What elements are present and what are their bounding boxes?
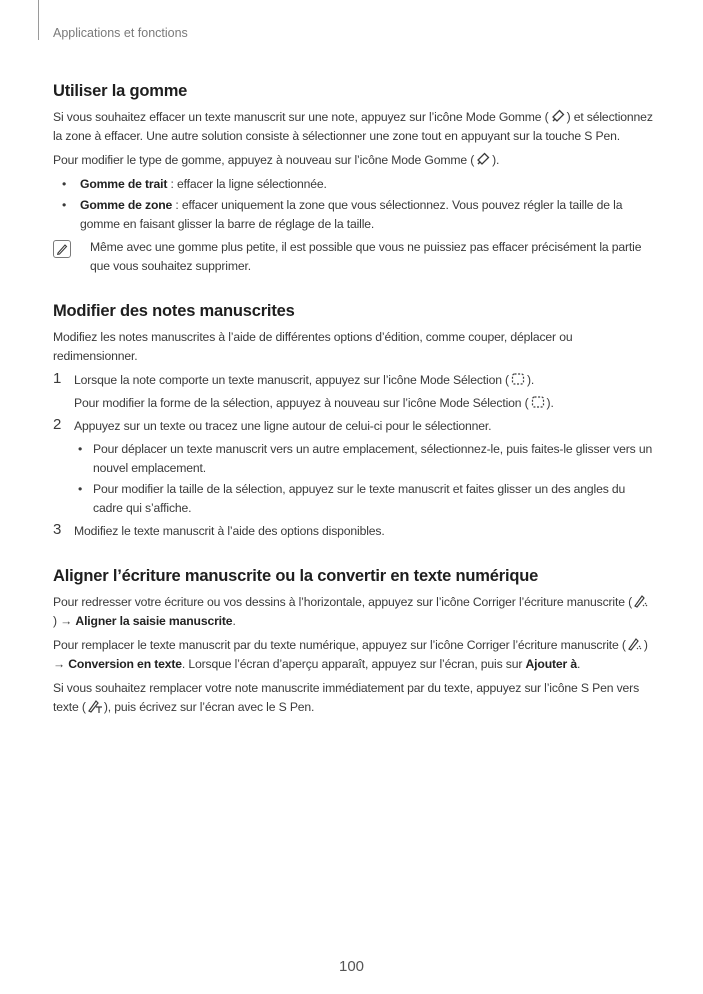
page-content bbox=[53, 82, 653, 722]
text-fragment: ) → bbox=[53, 614, 76, 628]
menu-option-align: Aligner la saisie manuscrite bbox=[75, 614, 233, 628]
note-box bbox=[53, 238, 653, 276]
text-fragment: Si vous souhaitez effacer un texte manuscrit sur une note, appuyez sur l’icône Mode Gomme ( bbox=[53, 110, 549, 124]
step-text: Appuyez sur un texte ou tracez une ligne autour de celui-ci pour le sélectionner. bbox=[74, 419, 492, 433]
text-fragment: Lorsque la note comporte un texte manuscrit, appuyez sur l’icône Mode Sélection ( bbox=[74, 373, 509, 387]
align-paragraph-2 bbox=[53, 636, 653, 674]
pen-to-text-icon bbox=[87, 698, 103, 714]
section-title-eraser: Utiliser la gomme bbox=[53, 82, 188, 100]
selection-mode-icon bbox=[510, 371, 526, 387]
page-header: Applications et fonctions bbox=[53, 26, 188, 40]
edit-intro: Modifiez les notes manuscrites à l’aide de différentes options d’édition, comme couper, déplacer ou redimensionner. bbox=[53, 330, 573, 363]
eraser-mode-icon bbox=[550, 108, 566, 124]
page-number: 100 bbox=[338, 958, 365, 975]
bullet-term: Gomme de zone bbox=[80, 198, 173, 212]
text-fragment: Si vous souhaitez remplacer votre note manuscrite immédiatement par du texte, appuyez sur l’icône S Pen vers texte ( bbox=[53, 681, 640, 714]
text-fragment: . bbox=[232, 614, 236, 628]
text-fragment: . Lorsque l’écran d’aperçu apparaît, appuyez sur l’écran, puis sur bbox=[181, 657, 526, 671]
section-align bbox=[53, 567, 653, 717]
list-item bbox=[53, 175, 653, 194]
step-text bbox=[74, 371, 653, 390]
selection-mode-icon bbox=[530, 394, 546, 410]
list-item: • Pour déplacer un texte manuscrit vers un autre emplacement, sélectionnez-le, puis faites-le glisser vers un nouvel emplacement. bbox=[74, 440, 653, 478]
eraser-type-list bbox=[53, 175, 653, 234]
step-sub-list bbox=[74, 440, 653, 518]
step-3 bbox=[53, 522, 653, 541]
menu-option-convert: Conversion en texte bbox=[68, 657, 182, 671]
step-2 bbox=[53, 417, 653, 518]
handwriting-fix-icon bbox=[633, 593, 649, 609]
text-fragment: Pour modifier le type de gomme, appuyez à nouveau sur l’icône Mode Gomme ( bbox=[53, 153, 475, 167]
section-title-align: Aligner l’écriture manuscrite ou la convertir en texte numérique bbox=[53, 567, 539, 585]
note-text: Même avec une gomme plus petite, il est possible que vous ne puissiez pas effacer précisément la partie que vous souhaitez supprimer. bbox=[90, 240, 642, 273]
bullet-text: : effacer la ligne sélectionnée. bbox=[167, 177, 327, 191]
step-1 bbox=[53, 371, 653, 413]
list-item bbox=[53, 196, 653, 234]
step-number: 2 bbox=[53, 416, 62, 433]
text-fragment: . bbox=[577, 657, 581, 671]
text-fragment: ) → bbox=[53, 638, 648, 671]
text-fragment: Pour modifier la forme de la sélection, appuyez à nouveau sur l’icône Mode Sélection ( bbox=[74, 396, 529, 410]
section-title-edit: Modifier des notes manuscrites bbox=[53, 302, 295, 320]
eraser-mode-icon bbox=[475, 151, 491, 167]
step-extra bbox=[74, 394, 653, 413]
text-fragment: ), puis écrivez sur l’écran avec le S Pen. bbox=[103, 700, 315, 714]
list-item: • Pour modifier la taille de la sélection, appuyez sur le texte manuscrit et faites glisser un des angles du cadre qui s’affiche. bbox=[74, 480, 653, 518]
step-text: Modifiez le texte manuscrit à l’aide des options disponibles. bbox=[74, 524, 385, 538]
text-fragment: ). bbox=[526, 373, 535, 387]
header-rule bbox=[38, 0, 39, 40]
step-number: 1 bbox=[53, 370, 62, 387]
note-icon bbox=[53, 240, 71, 258]
section-edit bbox=[53, 302, 653, 541]
eraser-paragraph-1 bbox=[53, 108, 653, 146]
text-fragment: ) et sélectionnez la zone à effacer. Une autre solution consiste à sélectionner une zone tout en appuyant sur la touche S Pen. bbox=[53, 110, 653, 143]
align-paragraph-1 bbox=[53, 593, 653, 631]
step-number: 3 bbox=[53, 521, 62, 538]
eraser-paragraph-2 bbox=[53, 151, 653, 170]
bullet-term: Gomme de trait bbox=[80, 177, 168, 191]
text-fragment: ). bbox=[492, 153, 500, 167]
text-fragment: Pour remplacer le texte manuscrit par du texte numérique, appuyez sur l’icône Corriger l’écriture manuscrite ( bbox=[53, 638, 626, 652]
text-fragment: ). bbox=[546, 396, 554, 410]
handwriting-fix-icon bbox=[627, 636, 643, 652]
align-paragraph-3 bbox=[53, 679, 653, 717]
text-fragment: Pour redresser votre écriture ou vos dessins à l’horizontale, appuyez sur l’icône Corriger l’écriture manuscrite ( bbox=[53, 595, 632, 609]
menu-option-add-to: Ajouter à bbox=[525, 657, 577, 671]
bullet-text: : effacer uniquement la zone que vous sélectionnez. Vous pouvez régler la taille de la gomme en faisant glisser la barre de réglage de la taille. bbox=[80, 198, 623, 231]
section-eraser bbox=[53, 82, 653, 276]
